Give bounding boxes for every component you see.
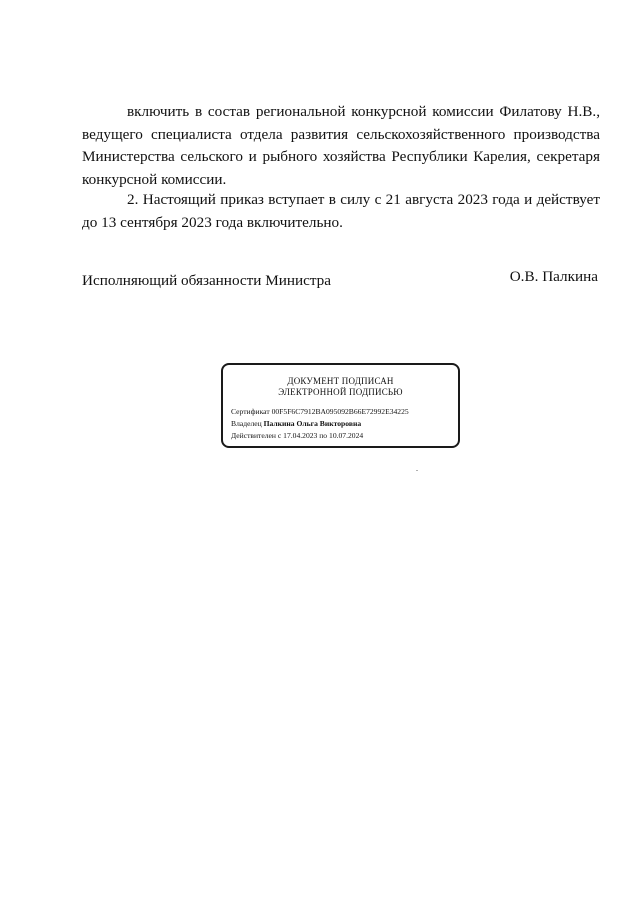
stamp-details	[231, 406, 409, 442]
owner-label: Владелец	[231, 419, 262, 428]
scan-speck	[416, 470, 418, 471]
certificate-value: 00F5F6C7912BA095092B66E72992E34225	[271, 407, 409, 416]
stamp-title-line-2: ЭЛЕКТРОННОЙ ПОДПИСЬЮ	[278, 387, 403, 397]
signatory-name: О.В. Палкина	[509, 268, 598, 285]
signatory-role: Исполняющий обязанности Министра	[82, 272, 331, 289]
valid-from-date: 17.04.2023	[283, 431, 318, 440]
stamp-title	[223, 376, 458, 398]
electronic-signature-stamp	[221, 363, 460, 448]
paragraph-order-effective-date: 2. Настоящий приказ вступает в силу с 21 августа 2023 года и действует до 13 сентября 2023 года включительно.	[82, 191, 600, 231]
valid-to-date: 10.07.2024	[329, 431, 364, 440]
stamp-certificate-row	[231, 406, 409, 418]
stamp-title-line-1: ДОКУМЕНТ ПОДПИСАН	[287, 376, 394, 386]
owner-value: Палкина Ольга Викторовна	[263, 419, 362, 428]
valid-to-prefix: по	[319, 431, 328, 440]
paragraph-commission-member: включить в состав региональной конкурсной комиссии Филатову Н.В., ведущего специалиста отдела развития сельскохозяйственного производства Министерства сельского и рыбного хозяйства Республики Карелия, секретаря конкурсной комиссии.	[82, 103, 600, 188]
stamp-validity-row	[231, 430, 409, 442]
stamp-owner-row	[231, 418, 409, 430]
valid-label: Действителен	[231, 431, 276, 440]
certificate-label: Сертификат	[231, 407, 270, 416]
valid-from-prefix: с	[277, 431, 282, 440]
